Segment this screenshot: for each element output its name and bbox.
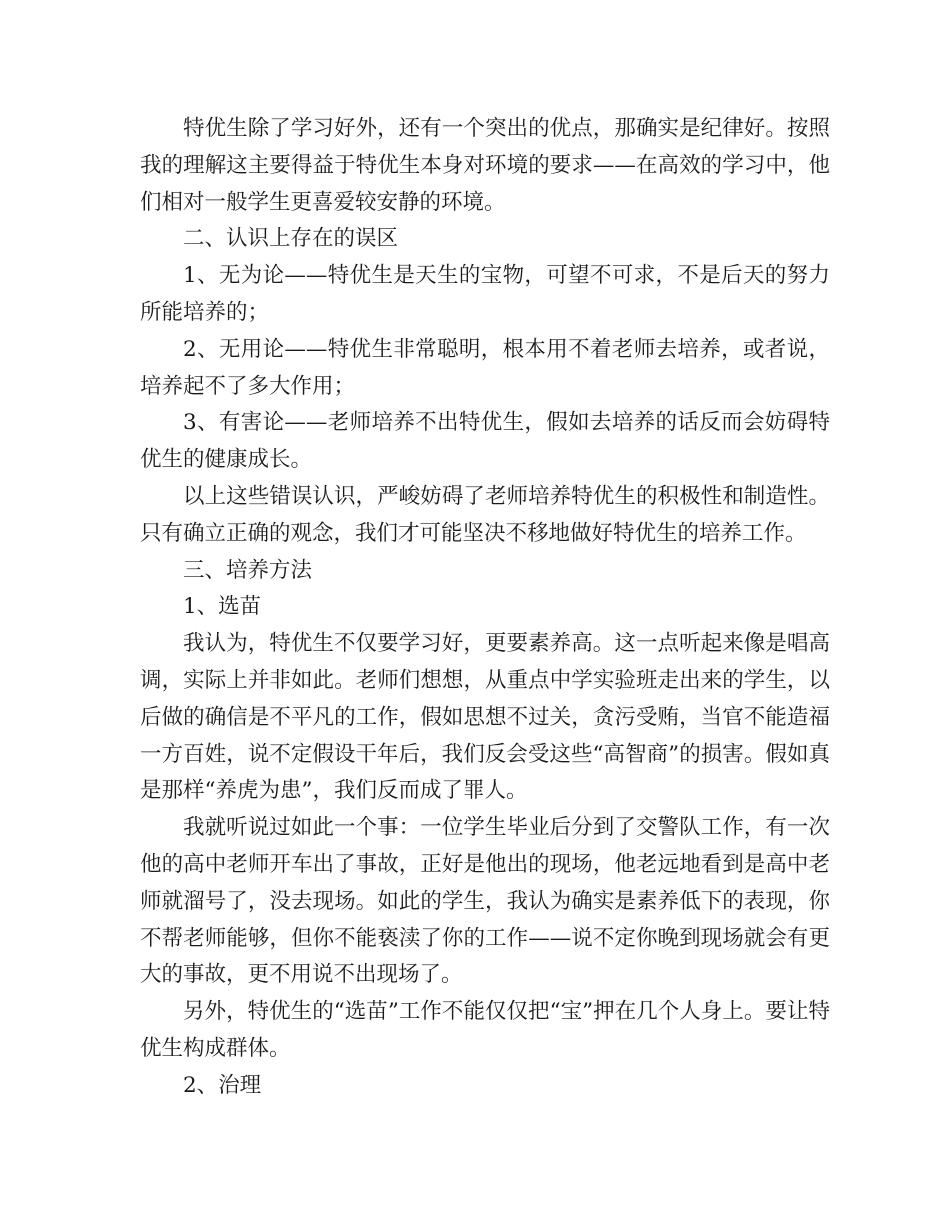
paragraph: 以上这些错误认识，严峻妨碍了老师培养特优生的积极性和制造性。只有确立正确的观念，我们才可能坚决不移地做好特优生的培养工作。 [140,483,830,546]
list-item: 2、无用论——特优生非常聪明，根本用不着老师去培养，或者说，培养起不了多大作用； [140,336,830,399]
paragraph: 另外，特优生的“选苗”工作不能仅仅把“宝”押在几个人身上。要让特优生构成群体。 [140,999,830,1061]
subsection-heading: 1、选苗 [183,594,262,620]
paragraph: 我认为，特优生不仅要学习好，更要素养高。这一点听起来像是唱高调，实际上并非如此。老师们想想，从重点中学实验班走出来的学生，以后做的确信是不平凡的工作，假如思想不过关，贪污受贿，当官不能造福一方百姓，说不定假设干年后，我们反会受这些“高智商”的损害。假如真是那样“养虎为患”，我们反而成了罪人。 [140,631,830,804]
document-body [140,111,830,1105]
list-item: 1、无为论——特优生是天生的宝物，可望不可求，不是后天的努力所能培养的； [140,263,830,325]
section-heading: 二、认识上存在的误区 [183,226,399,252]
paragraph: 特优生除了学习好外，还有一个突出的优点，那确实是纪律好。按照我的理解这主要得益于特优生本身对环境的要求——在高效的学习中，他们相对一般学生更喜爱较安静的环境。 [140,116,830,215]
section-heading: 三、培养方法 [183,557,313,583]
list-item: 3、有害论——老师培养不出特优生，假如去培养的话反而会妨碍特优生的健康成长。 [140,410,830,473]
subsection-heading: 2、治理 [183,1072,262,1098]
paragraph: 我就听说过如此一个事：一位学生毕业后分到了交警队工作，有一次他的高中老师开车出了事故，正好是他出的现场，他老远地看到是高中老师就溜号了，没去现场。如此的学生，我认为确实是素养低下的表现，你不帮老师能够，但你不能亵渎了你的工作——说不定你晚到现场就会有更大的事故，更不用说不出现场了。 [140,815,830,988]
